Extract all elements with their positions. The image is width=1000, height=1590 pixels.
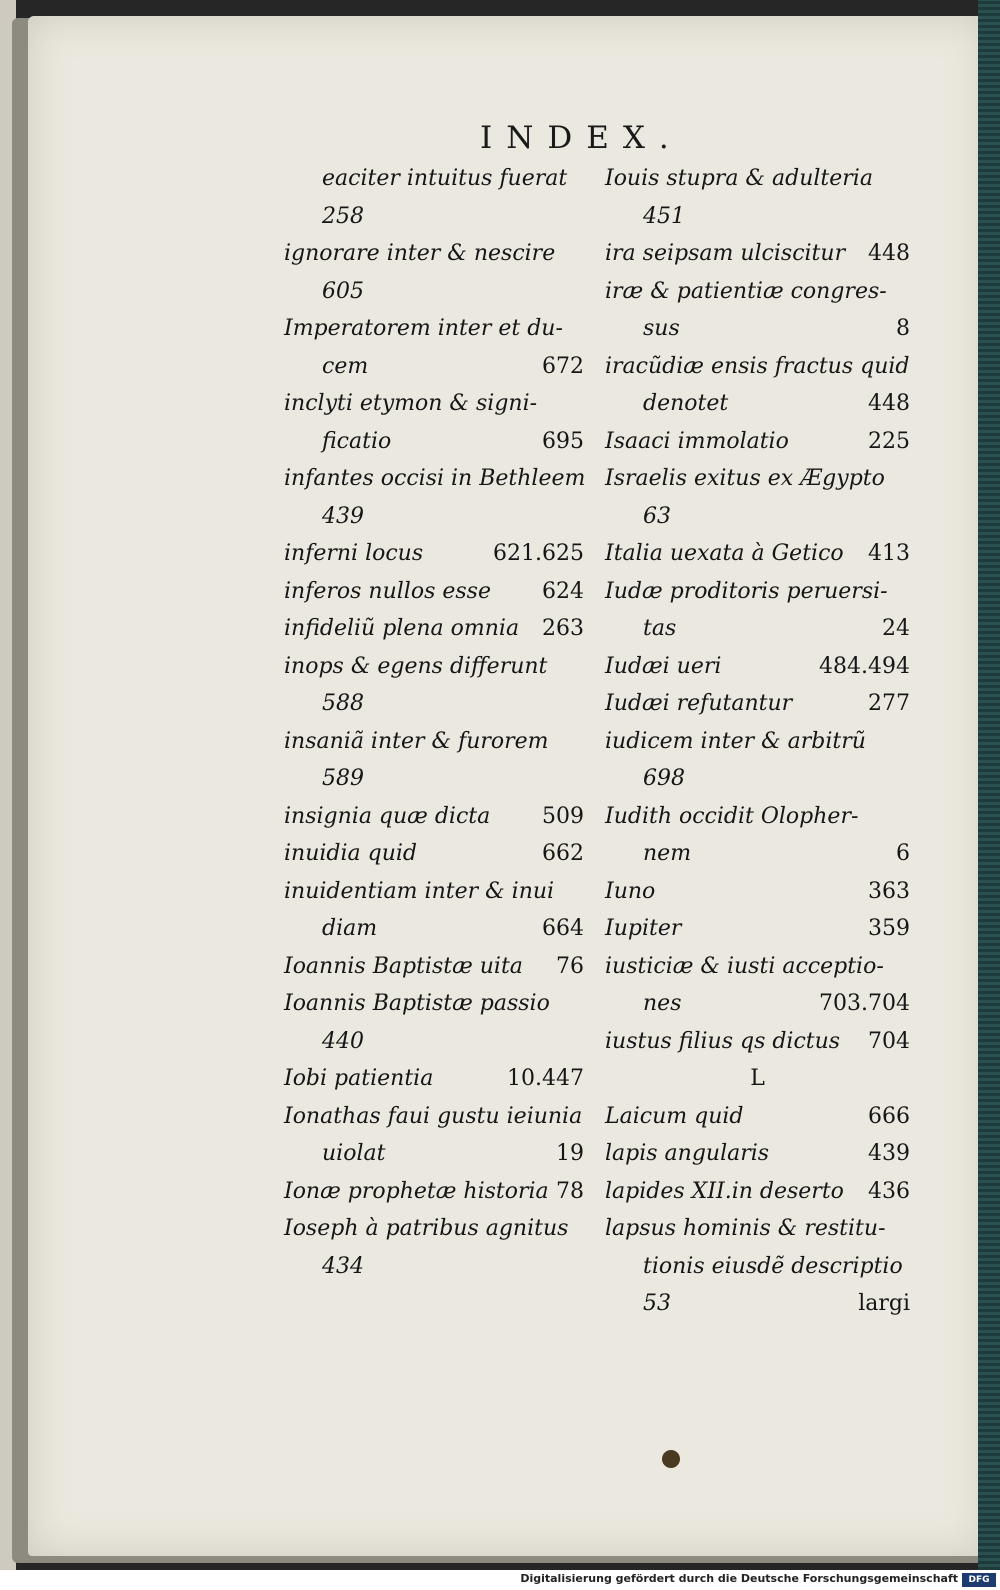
entry-text: ficatio bbox=[322, 428, 392, 454]
entry-page-number: 6 bbox=[896, 841, 910, 866]
right-index-entry bbox=[605, 1210, 910, 1248]
entry-page-number: 448 bbox=[868, 241, 910, 266]
entry-text: iustus filius qs dictus bbox=[605, 1028, 841, 1054]
entry-text: lapis angularis bbox=[605, 1141, 770, 1166]
entry-text: insaniã inter & furorem bbox=[284, 728, 549, 754]
entry-page-number: 448 bbox=[868, 391, 910, 416]
entry-text: Ionathas faui gustu ieiunia bbox=[284, 1103, 583, 1129]
right-index-entry bbox=[605, 273, 910, 311]
entry-page-number: 363 bbox=[868, 878, 910, 904]
entry-text: 258 bbox=[322, 203, 364, 229]
entry-text: iudicem inter & arbitrũ bbox=[605, 728, 866, 754]
entry-text: iracũdiæ ensis fractus quid bbox=[605, 353, 910, 379]
entry-text: nem bbox=[643, 841, 692, 866]
right-index-entry bbox=[605, 798, 910, 836]
right-index-entry bbox=[605, 310, 910, 348]
right-index-entry bbox=[605, 648, 910, 686]
entry-page-number: 76 bbox=[556, 953, 584, 979]
left-index-entry bbox=[284, 1060, 584, 1098]
right-index-entry bbox=[605, 423, 910, 461]
entry-text: Israelis exitus ex Ægypto bbox=[605, 466, 885, 491]
entry-text: inferos nullos esse bbox=[284, 578, 491, 604]
left-index-entry bbox=[284, 198, 584, 236]
entry-text: L bbox=[750, 1066, 765, 1091]
right-index-entry bbox=[605, 498, 910, 536]
left-index-entry bbox=[284, 798, 584, 836]
entry-text: inclyti etymon & signi- bbox=[284, 391, 538, 416]
entry-text: insignia quæ dicta bbox=[284, 803, 491, 829]
entry-page-number: 439 bbox=[868, 1141, 910, 1166]
entry-text: inops & egens differunt bbox=[284, 653, 548, 679]
entry-page-number: 666 bbox=[868, 1103, 910, 1129]
entry-page-number: 19 bbox=[556, 1141, 584, 1166]
right-index-entry bbox=[605, 723, 910, 761]
entry-text: infideliũ plena omnia bbox=[284, 616, 520, 641]
entry-text: 451 bbox=[643, 203, 685, 229]
entry-text: infantes occisi in Bethleem bbox=[284, 466, 586, 491]
right-index-entry bbox=[605, 348, 910, 386]
entry-page-number: 10.447 bbox=[507, 1066, 584, 1091]
right-index-entry bbox=[605, 1023, 910, 1061]
entry-text: 698 bbox=[643, 766, 685, 791]
right-index-entry bbox=[605, 535, 910, 573]
entry-text: ignorare inter & nescire bbox=[284, 241, 556, 266]
entry-text: 434 bbox=[322, 1253, 364, 1279]
right-index-entry bbox=[605, 385, 910, 423]
entry-text: 63 bbox=[643, 503, 671, 529]
left-index-entry bbox=[284, 985, 584, 1023]
entry-text: iræ & patientiæ congres- bbox=[605, 278, 887, 304]
right-index-entry bbox=[605, 235, 910, 273]
entry-text: Iudæ proditoris peruersi- bbox=[605, 578, 888, 604]
entry-page-number: 359 bbox=[868, 916, 910, 941]
left-index-entry bbox=[284, 1248, 584, 1286]
left-index-entry bbox=[284, 1023, 584, 1061]
entry-page-number: 277 bbox=[868, 691, 910, 716]
left-index-entry bbox=[284, 648, 584, 686]
entry-text: Italia uexata à Getico bbox=[605, 541, 844, 566]
entry-text: eaciter intuitus fuerat bbox=[322, 166, 568, 191]
left-index-entry bbox=[284, 835, 584, 873]
left-index-entry bbox=[284, 160, 584, 198]
right-index-entry bbox=[605, 873, 910, 911]
right-index-entry bbox=[605, 1098, 910, 1136]
entry-text: Ioannis Baptistæ uita bbox=[284, 953, 523, 979]
entry-page-number: 225 bbox=[868, 428, 910, 454]
ink-spot bbox=[662, 1450, 680, 1468]
left-index-entry bbox=[284, 535, 584, 573]
right-index-entry bbox=[605, 685, 910, 723]
entry-page-number: 8 bbox=[896, 316, 910, 341]
right-index-entry bbox=[605, 760, 910, 798]
entry-text: lapsus hominis & restitu- bbox=[605, 1216, 886, 1241]
entry-page-number: 662 bbox=[542, 841, 584, 866]
entry-text: lapides XII.in deserto bbox=[605, 1178, 844, 1204]
left-index-entry bbox=[284, 685, 584, 723]
entry-text: denotet bbox=[643, 391, 729, 416]
entry-text: iusticiæ & iusti acceptio- bbox=[605, 953, 884, 979]
left-index-entry bbox=[284, 723, 584, 761]
entry-page-number: 704 bbox=[868, 1028, 910, 1054]
entry-page-number: 413 bbox=[868, 541, 910, 566]
entry-page-number: 78 bbox=[556, 1178, 584, 1204]
entry-text: Iuno bbox=[605, 878, 656, 904]
right-index-entry bbox=[605, 1173, 910, 1211]
entry-text: Iudith occidit Olopher- bbox=[605, 803, 859, 829]
left-index-entry bbox=[284, 310, 584, 348]
entry-text: Ioannis Baptistæ passio bbox=[284, 991, 550, 1016]
entry-text: Iobi patientia bbox=[284, 1066, 434, 1091]
entry-text: Iupiter bbox=[605, 916, 682, 941]
left-index-entry bbox=[284, 460, 584, 498]
entry-text: 605 bbox=[322, 278, 364, 304]
entry-text: 53 bbox=[643, 1291, 671, 1316]
right-index-entry bbox=[605, 1285, 910, 1323]
entry-page-number: 695 bbox=[542, 428, 584, 454]
left-index-entry bbox=[284, 760, 584, 798]
entry-page-number: 664 bbox=[542, 916, 584, 941]
entry-page-number: 624 bbox=[542, 578, 584, 604]
left-index-entry bbox=[284, 1135, 584, 1173]
right-index-entry bbox=[605, 160, 910, 198]
left-index-entry bbox=[284, 610, 584, 648]
entry-page-number: 621.625 bbox=[493, 541, 584, 566]
left-index-entry bbox=[284, 273, 584, 311]
entry-page-number: 436 bbox=[868, 1178, 910, 1204]
entry-page-number: 263 bbox=[542, 616, 584, 641]
entry-text: tionis eiusdẽ descriptio bbox=[643, 1253, 903, 1279]
right-index-entry bbox=[605, 948, 910, 986]
left-index-entry bbox=[284, 948, 584, 986]
right-index-entry bbox=[605, 573, 910, 611]
left-index-entry bbox=[284, 1173, 584, 1211]
right-index-entry bbox=[605, 610, 910, 648]
entry-text: uiolat bbox=[322, 1141, 386, 1166]
right-index-entry bbox=[605, 1135, 910, 1173]
right-index-entry bbox=[605, 198, 910, 236]
entry-page-number: 672 bbox=[542, 353, 584, 379]
entry-text: Isaaci immolatio bbox=[605, 428, 789, 454]
right-index-entry bbox=[605, 1248, 910, 1286]
entry-page-number: 484.494 bbox=[819, 653, 910, 679]
left-index-entry bbox=[284, 423, 584, 461]
entry-page-number: 24 bbox=[882, 616, 910, 641]
entry-text: nes bbox=[643, 991, 682, 1016]
entry-text: ira seipsam ulciscitur bbox=[605, 241, 846, 266]
entry-text: 588 bbox=[322, 691, 364, 716]
entry-text: Imperatorem inter et du- bbox=[284, 316, 563, 341]
right-index-entry bbox=[605, 910, 910, 948]
entry-text: inferni locus bbox=[284, 541, 424, 566]
entry-text: inuidia quid bbox=[284, 841, 418, 866]
left-index-entry bbox=[284, 498, 584, 536]
entry-text: Ioseph à patribus agnitus bbox=[284, 1216, 569, 1241]
entry-text: Iouis stupra & adulteria bbox=[605, 166, 873, 191]
left-index-entry bbox=[284, 573, 584, 611]
entry-text: tas bbox=[643, 616, 677, 641]
entry-text: inuidentiam inter & inui bbox=[284, 878, 555, 904]
entry-text: sus bbox=[643, 316, 680, 341]
right-index-entry bbox=[605, 985, 910, 1023]
entry-page-number: 703.704 bbox=[819, 991, 910, 1016]
index-column-right bbox=[605, 160, 910, 1323]
left-index-entry bbox=[284, 910, 584, 948]
footer-credit: Digitalisierung gefördert durch die Deutsche Forschungsgemeinschaft bbox=[520, 1572, 958, 1585]
entry-text: Ionæ prophetæ historia bbox=[284, 1178, 549, 1204]
left-index-entry bbox=[284, 348, 584, 386]
index-column-left bbox=[284, 160, 584, 1285]
entry-text: 440 bbox=[322, 1028, 364, 1054]
left-index-entry bbox=[284, 1098, 584, 1136]
entry-text: 589 bbox=[322, 766, 364, 791]
dfg-logo: DFG bbox=[962, 1573, 996, 1587]
entry-text: diam bbox=[322, 916, 378, 941]
left-index-entry bbox=[284, 385, 584, 423]
binding-border bbox=[978, 0, 1000, 1570]
left-index-entry bbox=[284, 235, 584, 273]
entry-text: 439 bbox=[322, 503, 364, 529]
entry-page-number: 509 bbox=[542, 803, 584, 829]
entry-text: Iudæi ueri bbox=[605, 653, 722, 679]
left-index-entry bbox=[284, 1210, 584, 1248]
right-index-entry bbox=[605, 835, 910, 873]
entry-text: cem bbox=[322, 353, 369, 379]
right-index-entry bbox=[605, 1060, 910, 1098]
left-index-entry bbox=[284, 873, 584, 911]
page-header: INDEX. bbox=[480, 120, 683, 156]
right-index-entry bbox=[605, 460, 910, 498]
entry-text: Laicum quid bbox=[605, 1103, 744, 1129]
entry-page-number: largi bbox=[858, 1291, 910, 1316]
entry-text: Iudæi refutantur bbox=[605, 691, 793, 716]
